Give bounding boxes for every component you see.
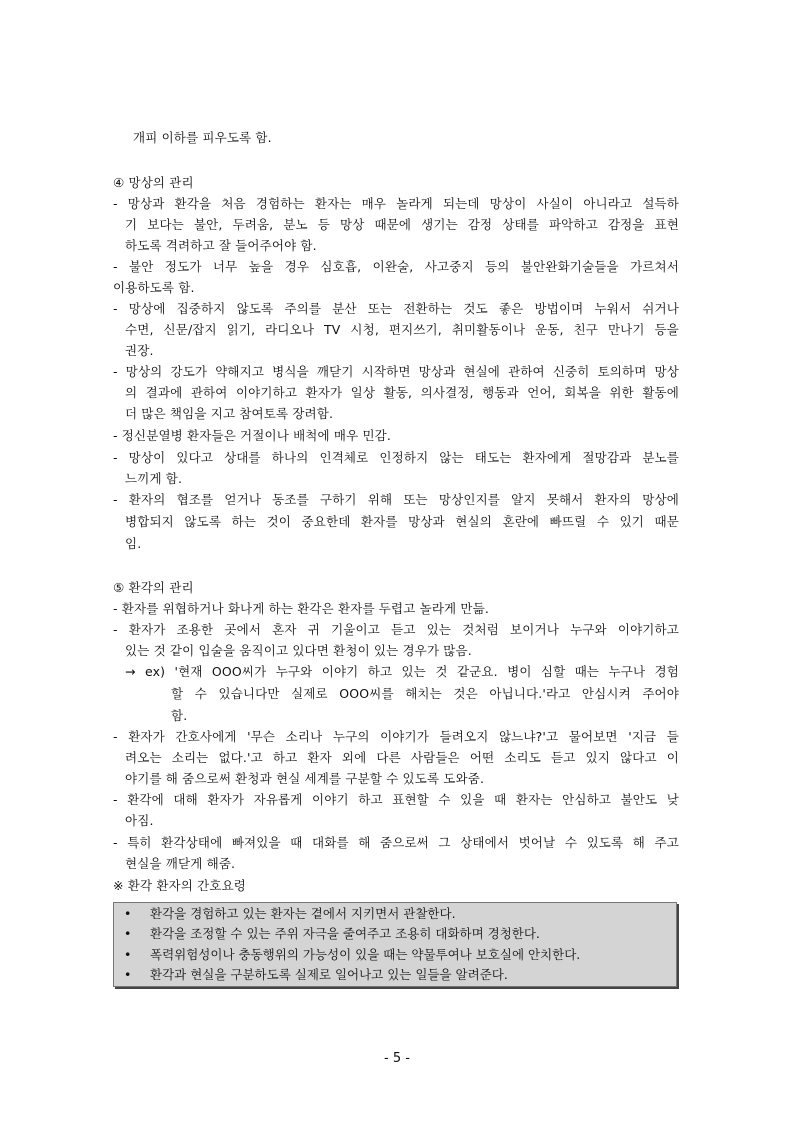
bullet-icon: • — [124, 926, 132, 941]
section4-line: - 환자의 협조를 얻거나 동조를 구하기 위해 또는 망상인지를 알지 못해서 환자의 망상에 — [113, 492, 679, 507]
section4-line: - 망상과 환각을 처음 경험하는 환자는 매우 놀라게 되는데 망상이 사실이 아니라고 설득하 — [113, 196, 679, 211]
section5-line: - 환자를 위협하거나 화나게 하는 환각은 환자를 두렵고 놀라게 만듦. — [113, 601, 489, 616]
section4-line: 수면, 신문/잡지 읽기, 라디오나 TV 시청, 편지쓰기, 취미활동이나 운동, 친구 만나기 등을 — [125, 322, 679, 337]
section4-line: - 망상의 강도가 약해지고 병식을 깨닫기 시작하면 망상과 현실에 관하여 신중히 토의하며 망상 — [113, 364, 679, 379]
section4-line: 권장. — [125, 343, 154, 358]
section5-line: - 환자가 조용한 곳에서 혼자 귀 기울이고 듣고 있는 것처럼 보이거나 누구와 이야기하고 — [113, 622, 679, 637]
section4-line: 더 많은 책임을 지고 참여토록 장려함. — [125, 406, 334, 421]
page-number: - 5 - — [384, 1051, 410, 1066]
section5-line: 함. — [171, 708, 188, 723]
nursing-tip-item — [124, 926, 540, 942]
nursing-tip-text: 환각과 현실을 구분하도록 실제로 일어나고 있는 일들을 알려준다. — [150, 967, 508, 982]
section5-line: → ex) '현재 OOO씨가 누구와 이야기 하고 있는 것 같군요. 병이 심할 때는 누구나 경험 — [125, 664, 679, 679]
section4-line: - 망상에 집중하지 않도록 주의를 분산 또는 전환하는 것도 좋은 방법이며 누워서 쉬거나 — [113, 301, 679, 316]
section5-line: - 환자가 간호사에게 '무슨 소리나 누구의 이야기가 들려오지 않느냐?'고 물어보면 '지금 들 — [113, 729, 679, 744]
nursing-tips-box — [113, 902, 677, 987]
section4-line: 임. — [125, 536, 142, 551]
nursing-tip-item — [124, 967, 508, 983]
section4-heading: ④ 망상의 관리 — [113, 175, 194, 190]
section4-line: 이용하도록 함. — [113, 280, 195, 295]
nursing-tip-item — [124, 947, 580, 963]
section4-line: - 정신분열병 환자들은 거절이나 배척에 매우 민감. — [113, 428, 392, 443]
section4-line: 기 보다는 불안, 두려움, 분노 등 망상 때문에 생기는 감정 상태를 파악하고 감정을 표현 — [125, 217, 679, 232]
section4-line: 병합되지 않도록 하는 것이 중요한데 환자를 망상과 현실의 혼란에 빠뜨릴 수 있기 때문 — [125, 514, 679, 529]
section5-line: - 환각에 대해 환자가 자유롭게 이야기 하고 표현할 수 있을 때 환자는 안심하고 불안도 낮 — [113, 792, 679, 807]
section5-line: 있는 것 같이 입술을 움직이고 있다면 환청이 있는 경우가 많음. — [125, 643, 472, 658]
section5-line: 할 수 있습니다만 실제로 OOO씨를 해치는 것은 아닙니다.'라고 안심시켜 주어야 — [171, 686, 679, 701]
section4-line: 하도록 격려하고 잘 들어주어야 함. — [125, 238, 317, 253]
nursing-tip-text: 환각을 경험하고 있는 환자는 곁에서 지키면서 관찰한다. — [150, 906, 456, 921]
nursing-tip-text: 환각을 조정할 수 있는 주위 자극을 줄여주고 조용히 대화하며 경청한다. — [150, 926, 540, 941]
section5-line: - 특히 환각상태에 빠져있을 때 대화를 해 줌으로써 그 상태에서 벗어날 수 있도록 해 주고 — [113, 835, 679, 850]
section4-line: - 망상이 있다고 상대를 하나의 인격체로 인정하지 않는 태도는 환자에게 절망감과 분노를 — [113, 450, 679, 465]
note-heading: ※ 환각 환자의 간호요령 — [113, 878, 247, 893]
bullet-icon: • — [124, 947, 132, 962]
intro-line: 개피 이하를 피우도록 함. — [133, 130, 272, 145]
section5-line: 려오는 소리는 없다.'고 하고 환자 외에 다른 사람들은 어떤 소리도 듣고 있지 않다고 이 — [125, 750, 679, 765]
section5-line: 아짐. — [125, 813, 154, 828]
nursing-tip-text: 폭력위험성이나 충동행위의 가능성이 있을 때는 약물투여나 보호실에 안치한다. — [150, 947, 581, 962]
section5-heading: ⑤ 환각의 관리 — [113, 580, 194, 595]
section4-line: - 불안 정도가 너무 높을 경우 심호흡, 이완술, 사고중지 등의 불안완화기술들을 가르쳐서 — [113, 259, 679, 274]
bullet-icon: • — [124, 967, 132, 982]
nursing-tip-item — [124, 906, 456, 922]
bullet-icon: • — [124, 906, 132, 921]
section5-line: 현실을 깨닫게 해줌. — [125, 856, 236, 871]
section5-line: 야기를 해 줌으로써 환청과 현실 세계를 구분할 수 있도록 도와줌. — [125, 771, 485, 786]
section4-line: 의 결과에 관하여 이야기하고 환자가 일상 활동, 의사결정, 행동과 언어, 회복을 위한 활동에 — [125, 385, 679, 400]
section4-line: 느끼게 함. — [125, 471, 183, 486]
